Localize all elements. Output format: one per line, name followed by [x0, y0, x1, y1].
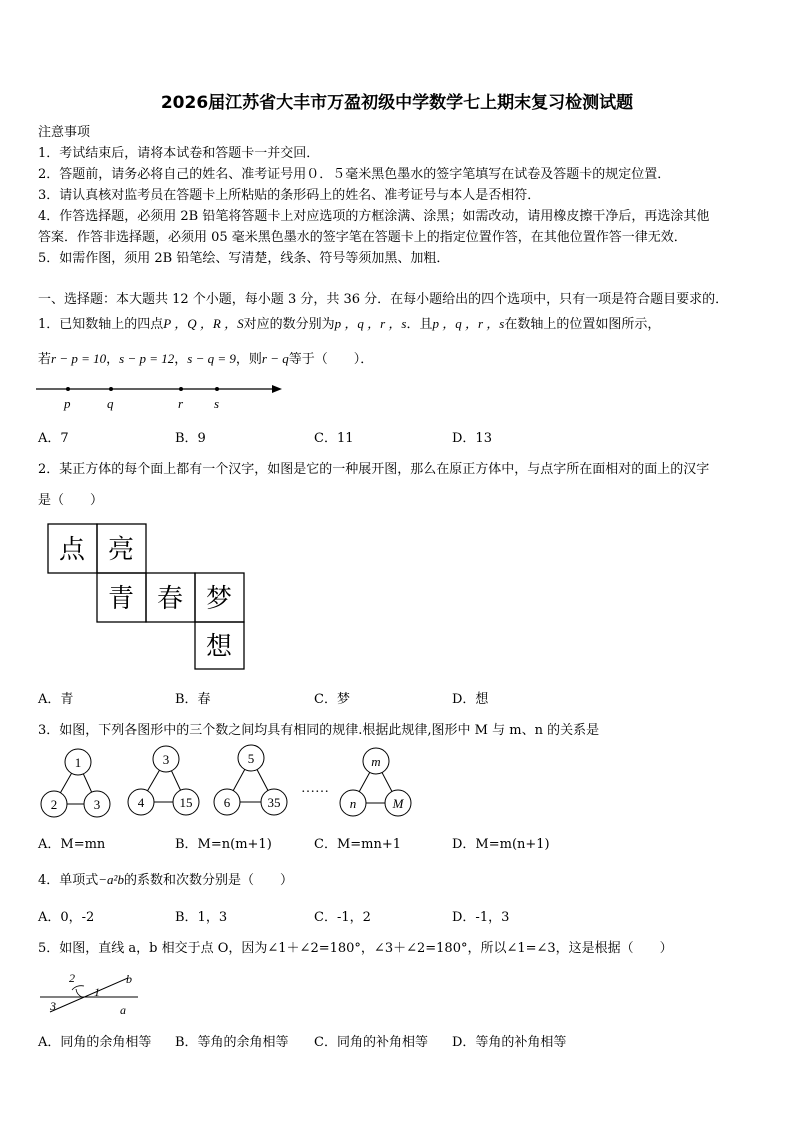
notice-heading: 注意事项	[38, 125, 91, 140]
line-b	[50, 978, 128, 1012]
angle-arc	[72, 986, 84, 990]
fig2-top: 3	[162, 752, 170, 767]
question-5-line: 5．如图，直线 a，b 相交于点 O，因为∠1＋∠2=180°，∠3＋∠2=180°，所以∠1=∠3，这是根据（ ）	[38, 941, 673, 956]
cell-qing: 青	[107, 584, 135, 613]
cell-liang: 亮	[107, 535, 135, 564]
question-4-line: 4．单项式−a²b的系数和次数分别是（ ）	[38, 872, 293, 888]
notice-item: 1．考试结束后，请将本试卷和答题卡一并交回．	[38, 146, 320, 161]
fig4-left: n	[349, 796, 357, 811]
triangle-pattern-figure	[34, 744, 424, 822]
cube-net-figure	[46, 522, 246, 670]
q3-option-a[interactable]: A．M=mn	[38, 837, 106, 852]
q2-option-d[interactable]: D．想	[452, 692, 489, 707]
notice-item: 4．作答选择题，必须用 2B 铅笔将答题卡上对应选项的方框涂满、涂黑；如需改动，请用橡皮擦干净后，再选涂其他	[38, 209, 710, 224]
label-p: p	[64, 396, 71, 411]
fig3-top: 5	[247, 751, 255, 766]
label-line-b: b	[126, 972, 132, 986]
q4-option-a[interactable]: A．0，-2	[38, 910, 95, 925]
ellipsis: ……	[301, 781, 329, 796]
notice-item: 答案．作答非选择题，必须用 05 毫米黑色墨水的签字笔在答题卡上的指定位置作答，在其他位置作答一律无效．	[38, 230, 687, 245]
label-s: s	[214, 396, 220, 411]
fig2-right: 15	[179, 795, 193, 810]
fig2-left: 4	[137, 795, 145, 810]
q3-option-b[interactable]: B．M=n(m+1)	[175, 837, 272, 852]
q1-option-d[interactable]: D．13	[452, 431, 492, 446]
q2-option-b[interactable]: B．春	[175, 692, 211, 707]
notice-item: 3．请认真核对监考员在答题卡上所粘贴的条形码上的姓名、准考证号与本人是否相符．	[38, 188, 541, 203]
q3-option-d[interactable]: D．M=m(n+1)	[452, 837, 550, 852]
q3-option-c[interactable]: C．M=mn+1	[314, 837, 402, 852]
cell-xiang: 想	[205, 632, 233, 661]
cell-dian: 点	[58, 535, 86, 564]
q5-option-c[interactable]: C．同角的补角相等	[314, 1035, 428, 1050]
fig1-right: 3	[93, 797, 101, 812]
q1-option-a[interactable]: A．7	[38, 431, 69, 446]
cell-meng: 梦	[205, 584, 233, 613]
question-3-line-1: 3．如图，下列各图形中的三个数之间均具有相同的规律.根据此规律,图形中 M 与 m、n 的关系是	[38, 723, 600, 738]
label-line-a: a	[120, 1003, 126, 1017]
q5-option-a[interactable]: A．同角的余角相等	[38, 1035, 152, 1050]
notice-item: 2．答题前，请务必将自己的姓名、准考证号用０．５毫米黑色墨水的签字笔填写在试卷及答题卡的规定位置．	[38, 167, 671, 182]
label-angle-2: 2	[69, 971, 75, 985]
page-title: 2026届江苏省大丰市万盈初级中学数学七上期末复习检测试题	[160, 93, 634, 113]
q4-option-b[interactable]: B．1，3	[175, 910, 228, 925]
label-angle-3: 3	[50, 999, 56, 1013]
fig3-left: 6	[223, 795, 231, 810]
question-2-line-2: 是（ ）	[38, 493, 104, 508]
label-r: r	[178, 396, 184, 411]
fig1-top: 1	[74, 755, 82, 770]
number-line-figure	[34, 380, 294, 414]
q5-option-b[interactable]: B．等角的余角相等	[175, 1035, 289, 1050]
section-heading: 一、选择题：本大题共 12 个小题，每小题 3 分，共 36 分．在每小题给出的四个选项中，只有一项是符合题目要求的．	[38, 292, 729, 307]
question-1-line-1: 1．已知数轴上的四点P ，Q ，R ，S对应的数分别为p ，q ，r ，s．且p ，q ，r ，s在数轴上的位置如图所示，	[38, 316, 661, 332]
point-q	[109, 387, 113, 391]
fig3-right: 35	[267, 795, 281, 810]
fig4-right: M	[392, 796, 404, 811]
label-angle-1: 1	[94, 985, 100, 999]
point-s	[215, 387, 219, 391]
label-q: q	[107, 396, 114, 411]
q2-option-a[interactable]: A．青	[38, 692, 74, 707]
point-p	[66, 387, 70, 391]
notice-item: 5．如需作图，须用 2B 铅笔绘、写清楚，线条、符号等须加黑、加粗．	[38, 251, 450, 266]
question-1-line-2: 若r − p = 10，s − p = 12，s − q = 9，则r − q等于（ ）．	[38, 351, 374, 367]
arrow-icon	[272, 385, 282, 393]
q1-option-c[interactable]: C．11	[314, 431, 354, 446]
q5-option-d[interactable]: D．等角的补角相等	[452, 1035, 567, 1050]
cell-chun: 春	[156, 584, 184, 613]
question-2-line-1: 2．某正方体的每个面上都有一个汉字，如图是它的一种展开图，那么在原正方体中，与点字所在面相对的面上的汉字	[38, 462, 710, 477]
intersecting-lines-figure	[36, 966, 146, 1020]
angle-arc	[76, 989, 82, 997]
q1-option-b[interactable]: B．9	[175, 431, 206, 446]
point-r	[179, 387, 183, 391]
fig1-left: 2	[50, 797, 58, 812]
q2-option-c[interactable]: C．梦	[314, 692, 350, 707]
fig4-top: m	[371, 754, 381, 769]
q4-option-d[interactable]: D．-1，3	[452, 910, 510, 925]
q4-option-c[interactable]: C．-1，2	[314, 910, 371, 925]
